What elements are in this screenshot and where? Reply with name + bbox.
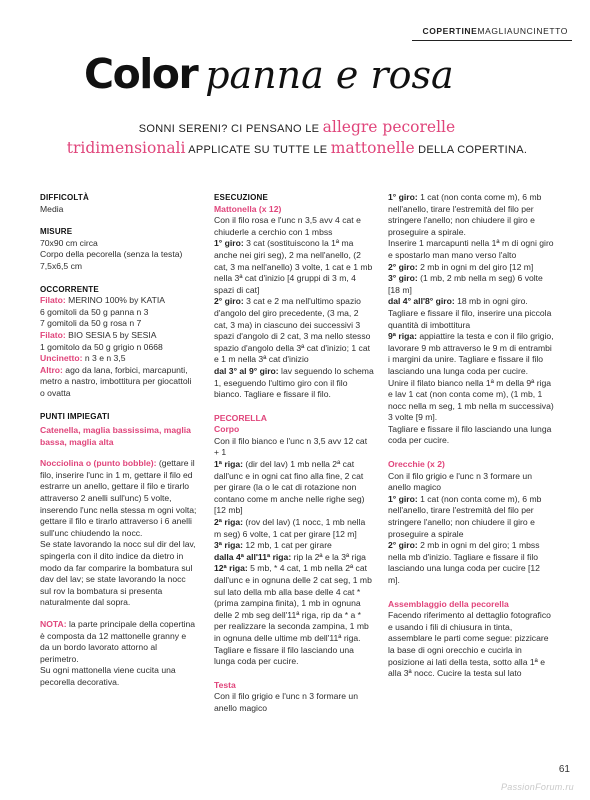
body-row-4-11: dalla 4ª all'11ª riga: rip la 2ª e la 3ª riga [214, 551, 366, 562]
head-finish: Tagliare e fissare il filo lasciando una lunga coda per cucire. [388, 423, 552, 446]
yarn-1-pink: 7 gomitoli da 50 g rosa n 7 [40, 318, 142, 329]
yarn-1: Filato: MERINO 100% by KATIA [40, 295, 165, 306]
note: NOTA: la parte principale della copertina è composta da 12 mattonelle granny e da un bordo lavorato attorno al perimetro. [40, 619, 196, 664]
materials-heading: OCCORRENTE [40, 284, 99, 294]
head-start: Con il filo grigio e l'unc n 3 formare un anello magico [214, 691, 358, 713]
head-heading: Testa [214, 679, 236, 690]
column-middle [214, 192, 374, 715]
head-round-2: 2° giro: 2 mb in ogni m del giro [12 m] [388, 261, 534, 272]
body-start: Con il filo bianco e l'unc n 3,5 avv 12 cat + 1 [214, 435, 368, 458]
ears-start: Con il filo grigio e l'unc n 3 formare un anello magico [388, 470, 532, 493]
ears-round-2: 2° giro: 2 mb in ogni m del giro; 1 mbss nella mb d'inizio. Tagliare e fissare il filo lasciando una lunga coda per cucire [12 m]. [388, 540, 540, 585]
title-script: panna e rosa [205, 53, 454, 97]
title-bold: Color [84, 50, 198, 98]
head-round-1: 1° giro: 1 cat (non conta come m), 6 mb nell'anello, tirare l'estremità del filo per stringere l'anello; non chiudere il giro e proseguire a spirale. [388, 192, 542, 237]
size-heading: MISURE [40, 227, 73, 237]
bobble-stitch: Nocciolina o (punto bobble): (gettare il filo, inserire l'unc in 1 m, gettare il filo ed estrarre un anello, gettare il filo e tirarlo attraverso 2 anelli sull'unc) 5 volte, inserendo l'unc nella stessa m ogni volta; gettare il filo e tirarlo attraverso i 6 anelli sull'unc chiudendo la nocc. [40, 458, 197, 538]
body-heading: Corpo [214, 424, 240, 435]
execution-heading: ESECUZIONE [214, 193, 269, 202]
sheep-heading: PECORELLA [214, 412, 267, 423]
tile-round-1: 1° giro: 3 cat (sostituiscono la 1ª ma anche nei giri seg), 2 ma nell'anello, (2 cat, 3 ma nell'anello) 3 volte, 1 cat e 1 mb nella 3ª cat d'inizio [4 gruppi di 3 m, 4 spazi di cat] [214, 238, 373, 295]
head-round-4-8: dal 4° all'8° giro: 18 mb in ogni giro. Tagliare e fissare il filo, inserire una piccola quantità di imbottitura [388, 296, 552, 330]
page-number: 61 [558, 764, 570, 775]
subtitle: SONNI SERENI? CI PENSANO LE allegre pecorelle tridimensionali APPLICATE SU TUTTE LE mattonelle DELLA COPERTINA. [66, 118, 528, 157]
yarn-2: Filato: BIO SESIA 5 by SESIA [40, 329, 157, 340]
tile-start: Con il filo rosa e l'unc n 3,5 avv 4 cat e chiuderle a cerchio con 1 mbss [214, 215, 361, 237]
stitches-heading: PUNTI IMPIEGATI [40, 411, 110, 421]
column-right [388, 192, 554, 680]
other-tools: Altro: ago da lana, forbici, marcapunti, metro a nastro, imbottitura per giocattoli o ovatta [40, 364, 192, 398]
head-white-yarn: Unire il filato bianco nella 1ª m della 9ª riga e lav 1 cat (non conta come m), (1 mb, 1 nocc nella m seg, 1 mb nella m successiva) 3 volte [9 m]. [388, 377, 554, 423]
yarn-2-grey: 1 gomitolo da 50 g grigio n 0668 [40, 341, 163, 352]
yarn-1-cream: 6 gomitoli da 50 g panna n 3 [40, 306, 149, 317]
tile-round-2: 2° giro: 3 cat e 2 ma nell'ultimo spazio d'angolo del giro precedente, (3 ma, 2 cat, 3 ma) in ciascuno dei successivi 3 spazi d'angolo di 2 cat, 3 ma nello stesso spazio d'angolo della 3ª cat d'inizio; 1 cat e 1 m nella 3ª cat d'inizio [214, 296, 371, 365]
body-row-3: 3ª riga: 12 mb, 1 cat per girare [214, 540, 332, 551]
assembly-text: Facendo riferimento al dettaglio fotografico e usando i fili di chiusura in tinta, assemblare le parti come segue: pizzicare la base di ogni orecchio e cucirla in posizione ai lati della testa, sotto alla 1ª e alla 3ª nocc. Cucire la testa sul lato [388, 610, 551, 679]
head-round-3: 3° giro: (1 mb, 2 mb nella m seg) 6 volte [18 m] [388, 273, 543, 295]
page-title [84, 50, 454, 98]
hook: Uncinetto: n 3 e n 3,5 [40, 353, 126, 364]
body-row-12: 12ª riga: 5 mb, * 4 cat, 1 mb nella 2ª cat dall'unc e in ognuna delle 2 cat seg, 1 mb sul lato della mb alla base delle 4 cat * (prima zampina finita), 1 mb in ognuna delle 2 mb seg dell'11ª riga, rip da * a * per realizzare la seconda zampina, 1 mb in ognuna delle ultime mb dell'11ª riga. Tagliare e fissare il filo lasciando una lunga coda per cucire. [214, 563, 372, 667]
section-kicker: COPERTINEMAGLIAUNCINETTO [422, 26, 568, 36]
body-row-1: 1ª riga: (dir del lav) 1 mb nella 2ª cat dall'unc e in ogni cat fino alla fine, 2 cat per girare (la o le cat di rotazione non contano come m anche nelle righe seg) [12 mb] [214, 459, 365, 516]
column-left [40, 192, 198, 689]
kicker-rule [412, 40, 572, 41]
body-row-2: 2ª riga: (rov del lav) (1 nocc, 1 mb nella m seg) 6 volte, 1 cat per girare [12 m] [214, 517, 366, 539]
watermark: PassionForum.ru [500, 782, 574, 792]
assembly-heading: Assemblaggio della pecorella [388, 598, 509, 609]
tile-heading: Mattonella (x 12) [214, 203, 282, 214]
difficulty-value: Media [40, 203, 64, 214]
stitches-list: Catenella, maglia bassissima, maglia bassa, maglia alta [40, 425, 191, 447]
ears-round-1: 1° giro: 1 cat (non conta come m), 6 mb nell'anello, tirare l'estremità del filo per stringere l'anello; non chiudere il giro e proseguire a spirale [388, 493, 542, 539]
bobble-note: Se state lavorando la nocc sul dir del lav, spingerla con il dito indice da dietro in modo da far comparire la bombatura sul dav del lav; se state lavorando la nocc sul rov la bombatura si presenta naturalmente dal sopra. [40, 539, 196, 608]
head-marker-note: Inserire 1 marcapunti nella 1ª m di ogni giro e spostarlo man mano verso l'alto [388, 238, 554, 260]
head-row-9: 9ª riga: appiattire la testa e con il filo grigio, lavorare 9 mb attraverso le 9 m di entrambi i margini da unire. Tagliare e fissare il filo lasciando una lunga coda per cucire. [388, 331, 554, 376]
size-value: 70x90 cm circa [40, 237, 98, 248]
difficulty-heading: DIFFICOLTÀ [40, 193, 89, 202]
tile-round-3-9: dal 3° al 9° giro: lav seguendo lo schema 1, eseguendo l'ultimo giro con il filo bianco. Tagliare e fissare il filo. [214, 365, 374, 400]
note-2: Su ogni mattonella viene cucita una pecorella decorativa. [40, 665, 176, 687]
size-value-sheep: Corpo della pecorella (senza la testa) 7,5x6,5 cm [40, 249, 183, 271]
ears-heading: Orecchie (x 2) [388, 459, 445, 470]
